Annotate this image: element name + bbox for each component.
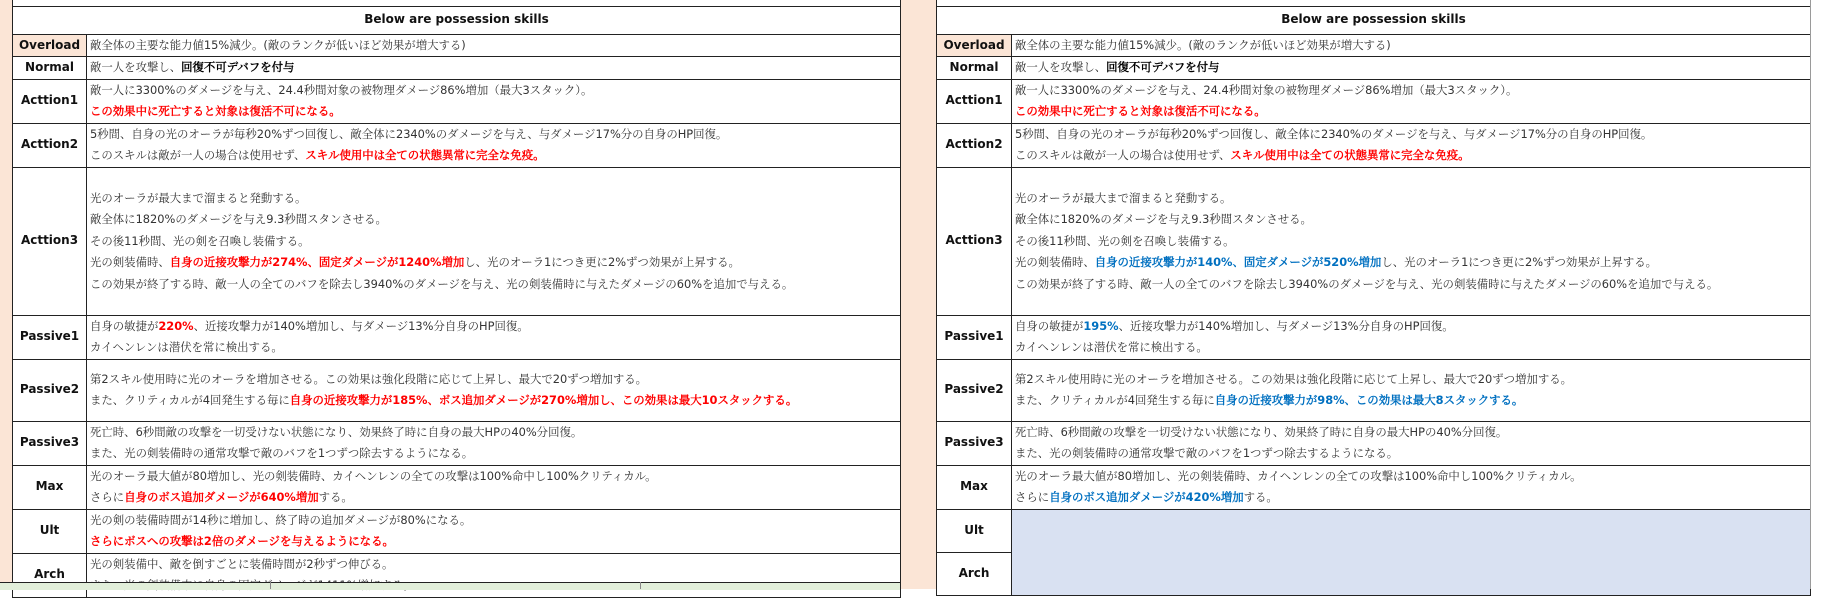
passive3-line2: また、光の剣装備時の通常攻撃で敵のバフを1つずつ除去するようになる。 bbox=[1015, 446, 1399, 460]
acttion3-line1: 光のオーラが最大まで溜まると発動する。 bbox=[1015, 190, 1232, 205]
label-passive2: Passive2 bbox=[13, 359, 87, 421]
normal-highlight: 回復不可デバフを付与 bbox=[1106, 60, 1220, 74]
acttion3-line4-c: し、光のオーラ1につき更に2%ずつ効果が上昇する。 bbox=[464, 255, 740, 269]
normal-text: 敵一人を攻撃し、 bbox=[1015, 60, 1107, 74]
sheet-bottom-divider bbox=[640, 582, 641, 589]
acttion3-line1: 光のオーラが最大まで溜まると発動する。 bbox=[90, 190, 307, 205]
max-line2-highlight: 自身のボス追加ダメージが640%増加 bbox=[124, 490, 319, 504]
desc-overload: 敵全体の主要な能力値15%減少。(敵のランクが低いほど効果が増大する) bbox=[1012, 34, 1811, 57]
label-passive3: Passive3 bbox=[13, 421, 87, 465]
desc-acttion3 bbox=[1012, 167, 1811, 315]
max-line2 bbox=[1015, 487, 1810, 509]
acttion3-line4-highlight: 自身の近接攻撃力が140%、固定ダメージが520%増加 bbox=[1094, 255, 1382, 269]
max-line2-a: さらに bbox=[1015, 490, 1050, 504]
desc-acttion3 bbox=[87, 167, 901, 315]
desc-passive2 bbox=[1012, 359, 1811, 421]
passive3-line1: 死亡時、6秒間敵の攻撃を一切受けない状態になり、効果終了時に自身の最大HPの40%分回復。 bbox=[1015, 424, 1508, 439]
ult-line2: さらにボスへの攻撃は2倍のダメージを与えるようになる。 bbox=[90, 534, 394, 548]
panel-gap bbox=[900, 0, 936, 589]
desc-arch bbox=[87, 553, 901, 597]
label-acttion3: Acttion3 bbox=[937, 167, 1012, 315]
passive2-line2-a: また、クリティカルが4回発生する毎に bbox=[1015, 393, 1215, 407]
ult-line1: 光の剣の装備時間が14秒に増加し、終了時の追加ダメージが80%になる。 bbox=[90, 512, 472, 527]
acttion3-line2: 敵全体に1820%のダメージを与え9.3秒間スタンさせる。 bbox=[1015, 212, 1312, 226]
label-acttion2: Acttion2 bbox=[937, 123, 1012, 167]
acttion3-line3: その後11秒間、光の剣を召喚し装備する。 bbox=[90, 233, 310, 248]
max-line1: 光のオーラ最大値が80増加し、光の剣装備時、カイヘンレンの全ての攻撃は100%命中し100%クリティカル。 bbox=[90, 468, 657, 483]
desc-normal bbox=[1012, 57, 1811, 80]
desc-acttion1 bbox=[87, 79, 901, 123]
passive1-line1-highlight: 195% bbox=[1083, 318, 1119, 333]
desc-max bbox=[87, 465, 901, 509]
desc-acttion2 bbox=[1012, 123, 1811, 167]
passive1-line1 bbox=[90, 316, 900, 338]
acttion1-line1: 敵一人に3300%のダメージを与え、24.4秒間対象の被物理ダメージ86%増加（最大3スタック）。 bbox=[1015, 82, 1518, 97]
max-line2-highlight: 自身のボス追加ダメージが420%増加 bbox=[1049, 490, 1244, 504]
label-max: Max bbox=[937, 465, 1012, 509]
max-line2-c: する。 bbox=[1243, 490, 1278, 504]
sheet-bottom-divider bbox=[270, 582, 271, 589]
right-edge-margin bbox=[1810, 0, 1827, 589]
label-acttion3: Acttion3 bbox=[13, 167, 87, 315]
label-ult: Ult bbox=[937, 509, 1012, 552]
passive2-line1: 第2スキル使用時に光のオーラを増加させる。この効果は強化段階に応じて上昇し、最大で20ずつ増加する。 bbox=[1015, 371, 1572, 386]
acttion2-line2 bbox=[90, 145, 900, 167]
passive2-line2-a: また、クリティカルが4回発生する毎に bbox=[90, 393, 290, 407]
acttion2-line2-highlight: スキル使用中は全ての状態異常に完全な免疫。 bbox=[305, 148, 545, 162]
acttion2-line2-text: このスキルは敵が一人の場合は使用せず、 bbox=[1015, 148, 1231, 162]
passive2-line2-highlight: 自身の近接攻撃力が185%、ボス追加ダメージが270%増加し、この効果は最大10スタックする。 bbox=[289, 393, 798, 407]
max-line2 bbox=[90, 487, 900, 509]
passive1-line1-highlight: 220% bbox=[158, 318, 194, 333]
label-acttion1: Acttion1 bbox=[937, 79, 1012, 123]
passive1-line1 bbox=[1015, 316, 1810, 338]
acttion3-line5: この効果が終了する時、敵一人の全てのバフを除去し3940%のダメージを与え、光の剣装備時に与えたダメージの60%を追加で与える。 bbox=[90, 276, 794, 291]
acttion3-line4 bbox=[1015, 252, 1810, 274]
acttion3-line4-highlight: 自身の近接攻撃力が274%、固定ダメージが1240%増加 bbox=[169, 255, 465, 269]
label-max: Max bbox=[13, 465, 87, 509]
passive3-line1: 死亡時、6秒間敵の攻撃を一切受けない状態になり、効果終了時に自身の最大HPの40%分回復。 bbox=[90, 424, 583, 439]
acttion2-line1: 5秒間、自身の光のオーラが毎秒20%ずつ回復し、敵全体に2340%のダメージを与え、与ダメージ17%分の自身のHP回復。 bbox=[1015, 126, 1653, 141]
desc-overload: 敵全体の主要な能力値15%減少。(敵のランクが低いほど効果が増大する) bbox=[87, 34, 901, 57]
label-normal: Normal bbox=[13, 57, 87, 80]
desc-passive3 bbox=[87, 421, 901, 465]
passive2-line1: 第2スキル使用時に光のオーラを増加させる。この効果は強化段階に応じて上昇し、最大で20ずつ増加する。 bbox=[90, 371, 647, 386]
desc-passive2 bbox=[87, 359, 901, 421]
acttion3-line2: 敵全体に1820%のダメージを与え9.3秒間スタンさせる。 bbox=[90, 212, 387, 226]
normal-text: 敵一人を攻撃し、 bbox=[90, 60, 182, 74]
acttion3-line5: この効果が終了する時、敵一人の全てのバフを除去し3940%のダメージを与え、光の剣装備時に与えたダメージの60%を追加で与える。 bbox=[1015, 276, 1719, 291]
label-passive1: Passive1 bbox=[937, 315, 1012, 359]
max-line2-c: する。 bbox=[318, 490, 353, 504]
desc-acttion2 bbox=[87, 123, 901, 167]
acttion2-line2-text: このスキルは敵が一人の場合は使用せず、 bbox=[90, 148, 306, 162]
desc-passive1 bbox=[1012, 315, 1811, 359]
passive1-line1-a: 自身の敏捷が bbox=[90, 318, 159, 333]
left-margin bbox=[0, 0, 12, 589]
acttion1-line2: この効果中に死亡すると対象は復活不可になる。 bbox=[90, 104, 341, 118]
acttion3-line4-a: 光の剣装備時、 bbox=[90, 255, 170, 269]
acttion3-line4-c: し、光のオーラ1につき更に2%ずつ効果が上昇する。 bbox=[1381, 255, 1658, 269]
desc-ult-arch-empty bbox=[1012, 509, 1811, 595]
label-overload: Overload bbox=[937, 34, 1012, 57]
passive1-line2: カイヘンレンは潜伏を常に検出する。 bbox=[90, 340, 283, 354]
arch-line1: 光の剣装備中、敵を倒すごとに装備時間が2秒ずつ伸びる。 bbox=[90, 556, 394, 571]
acttion1-line2: この効果中に死亡すると対象は復活不可になる。 bbox=[1015, 104, 1266, 118]
label-passive1: Passive1 bbox=[13, 315, 87, 359]
label-ult: Ult bbox=[13, 509, 87, 553]
table-header: Below are possession skills bbox=[937, 6, 1811, 34]
label-passive3: Passive3 bbox=[937, 421, 1012, 465]
passive1-line1-a: 自身の敏捷が bbox=[1015, 318, 1084, 333]
passive2-line2-highlight: 自身の近接攻撃力が98%、この効果は最大8スタックする。 bbox=[1214, 393, 1524, 407]
label-arch: Arch bbox=[13, 553, 87, 597]
label-arch: Arch bbox=[937, 552, 1012, 595]
acttion3-line4-a: 光の剣装備時、 bbox=[1015, 255, 1095, 269]
desc-acttion1 bbox=[1012, 79, 1811, 123]
passive2-line2 bbox=[1015, 390, 1810, 412]
label-acttion2: Acttion2 bbox=[13, 123, 87, 167]
desc-normal bbox=[87, 57, 901, 80]
passive2-line2 bbox=[90, 390, 900, 412]
label-passive2: Passive2 bbox=[937, 359, 1012, 421]
max-line2-a: さらに bbox=[90, 490, 125, 504]
acttion2-line1: 5秒間、自身の光のオーラが毎秒20%ずつ回復し、敵全体に2340%のダメージを与え、与ダメージ17%分の自身のHP回復。 bbox=[90, 126, 728, 141]
acttion2-line2-highlight: スキル使用中は全ての状態異常に完全な免疫。 bbox=[1230, 148, 1470, 162]
acttion2-line2 bbox=[1015, 145, 1810, 167]
label-normal: Normal bbox=[937, 57, 1012, 80]
desc-max bbox=[1012, 465, 1811, 509]
desc-ult bbox=[87, 509, 901, 553]
label-acttion1: Acttion1 bbox=[13, 79, 87, 123]
skill-table-right bbox=[936, 0, 1811, 596]
acttion1-line1: 敵一人に3300%のダメージを与え、24.4秒間対象の被物理ダメージ86%増加（最大3スタック）。 bbox=[90, 82, 593, 97]
passive1-line1-c: 、近接攻撃力が140%増加し、与ダメージ13%分自身のHP回復。 bbox=[193, 318, 529, 333]
desc-passive1 bbox=[87, 315, 901, 359]
max-line1: 光のオーラ最大値が80増加し、光の剣装備時、カイヘンレンの全ての攻撃は100%命中し100%クリティカル。 bbox=[1015, 468, 1582, 483]
skill-table-left bbox=[12, 0, 901, 598]
passive3-line2: また、光の剣装備時の通常攻撃で敵のバフを1つずつ除去するようになる。 bbox=[90, 446, 474, 460]
passive1-line1-c: 、近接攻撃力が140%増加し、与ダメージ13%分自身のHP回復。 bbox=[1118, 318, 1454, 333]
acttion3-line4 bbox=[90, 252, 900, 274]
normal-highlight: 回復不可デバフを付与 bbox=[181, 60, 295, 74]
table-header: Below are possession skills bbox=[13, 6, 901, 34]
label-overload: Overload bbox=[13, 34, 87, 57]
desc-passive3 bbox=[1012, 421, 1811, 465]
acttion3-line3: その後11秒間、光の剣を召喚し装備する。 bbox=[1015, 233, 1235, 248]
passive1-line2: カイヘンレンは潜伏を常に検出する。 bbox=[1015, 340, 1208, 354]
